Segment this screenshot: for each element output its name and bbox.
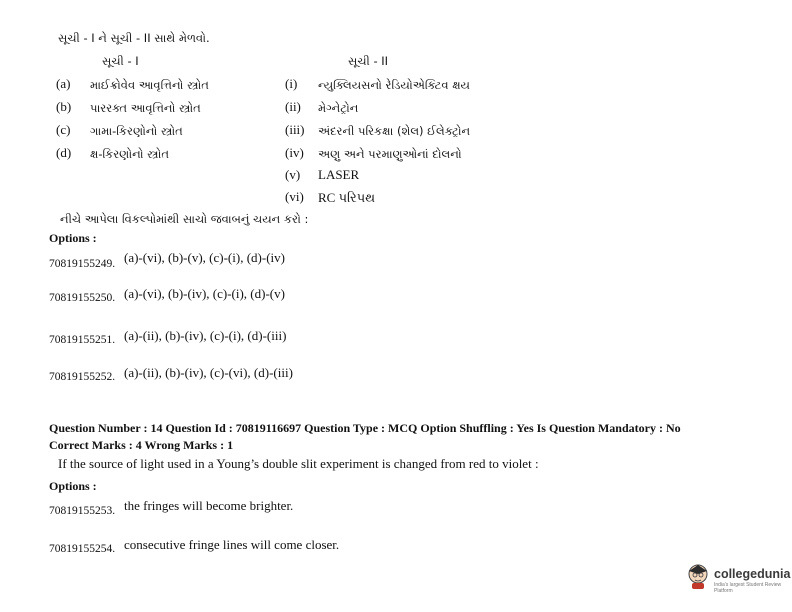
list2-num: (vi) <box>285 189 304 204</box>
options-label: Options : <box>49 479 97 493</box>
list2-header: સૂચી - II <box>348 54 389 68</box>
list2-text: અણુ અને પરમાણુઓનાં દોલનો <box>318 147 462 161</box>
option-id: 70819155252. <box>49 371 116 383</box>
list1-text: માઈક્રોવેવ આવૃત્તિનો સ્ત્રોત <box>90 78 209 92</box>
list1-num: (a) <box>56 76 71 91</box>
list2-num: (v) <box>285 167 301 182</box>
match-instruction: સૂચી - I ને સૂચી - II સાથે મેળવો. <box>58 31 210 45</box>
option-text[interactable]: (a)-(vi), (b)-(v), (c)-(i), (d)-(iv) <box>124 250 285 265</box>
question-text: If the source of light used in a Young’s double slit experiment is changed from red to violet : <box>58 456 539 471</box>
question-marks: Correct Marks : 4 Wrong Marks : 1 <box>49 438 234 452</box>
watermark-tagline: India's largest Student Review Platform <box>714 582 782 594</box>
question-meta: Question Number : 14 Question Id : 70819116697 Question Type : MCQ Option Shuffling : Yes Is Question Mandatory : No <box>49 421 681 435</box>
list2-text: અંદરની પરિકક્ષા (શેલ) ઈલેક્ટ્રોન <box>318 124 471 138</box>
option-id: 70819155250. <box>49 292 116 304</box>
list2-num: (iv) <box>285 145 304 160</box>
list1-text: ગામા-કિરણોનો સ્ત્રોત <box>90 124 183 138</box>
option-text[interactable]: (a)-(ii), (b)-(iv), (c)-(i), (d)-(iii) <box>124 328 287 343</box>
list1-text: ક્ષ-કિરણોનો સ્ત્રોત <box>90 147 169 161</box>
option-id: 70819155249. <box>49 258 116 270</box>
list2-text: મેગ્નેટ્રોન <box>318 101 359 115</box>
options-label: Options : <box>49 231 97 245</box>
list2-num: (iii) <box>285 122 305 137</box>
option-id: 70819155254. <box>49 543 116 555</box>
list2-num: (i) <box>285 76 298 91</box>
list2-text: LASER <box>318 167 360 182</box>
option-id: 70819155253. <box>49 505 116 517</box>
option-text[interactable]: consecutive fringe lines will come closer. <box>124 537 340 552</box>
list2-num: (ii) <box>285 99 301 114</box>
option-id: 70819155251. <box>49 334 116 346</box>
list1-num: (c) <box>56 122 71 137</box>
option-text[interactable]: (a)-(vi), (b)-(iv), (c)-(i), (d)-(v) <box>124 286 285 301</box>
list1-text: પારરક્ત આવૃત્તિનો સ્ત્રોત <box>90 101 201 115</box>
list1-num: (b) <box>56 99 72 114</box>
choose-instruction: નીચે આપેલા વિકલ્પોમાંથી સાચો જવાબનું ચયન કરો : <box>60 212 309 226</box>
student-mascot-icon <box>686 562 710 590</box>
list1-num: (d) <box>56 145 72 160</box>
list2-text: RC પરિપથ <box>318 190 376 205</box>
option-text[interactable]: the fringes will become brighter. <box>124 498 294 513</box>
list1-header: સૂચી - I <box>102 54 139 68</box>
watermark-brand: collegedunia <box>714 567 791 581</box>
list2-text: ન્યુક્લિયસનો રેડિયોએક્ટિવ ક્ષય <box>318 78 470 92</box>
option-text[interactable]: (a)-(ii), (b)-(iv), (c)-(vi), (d)-(iii) <box>124 365 293 380</box>
